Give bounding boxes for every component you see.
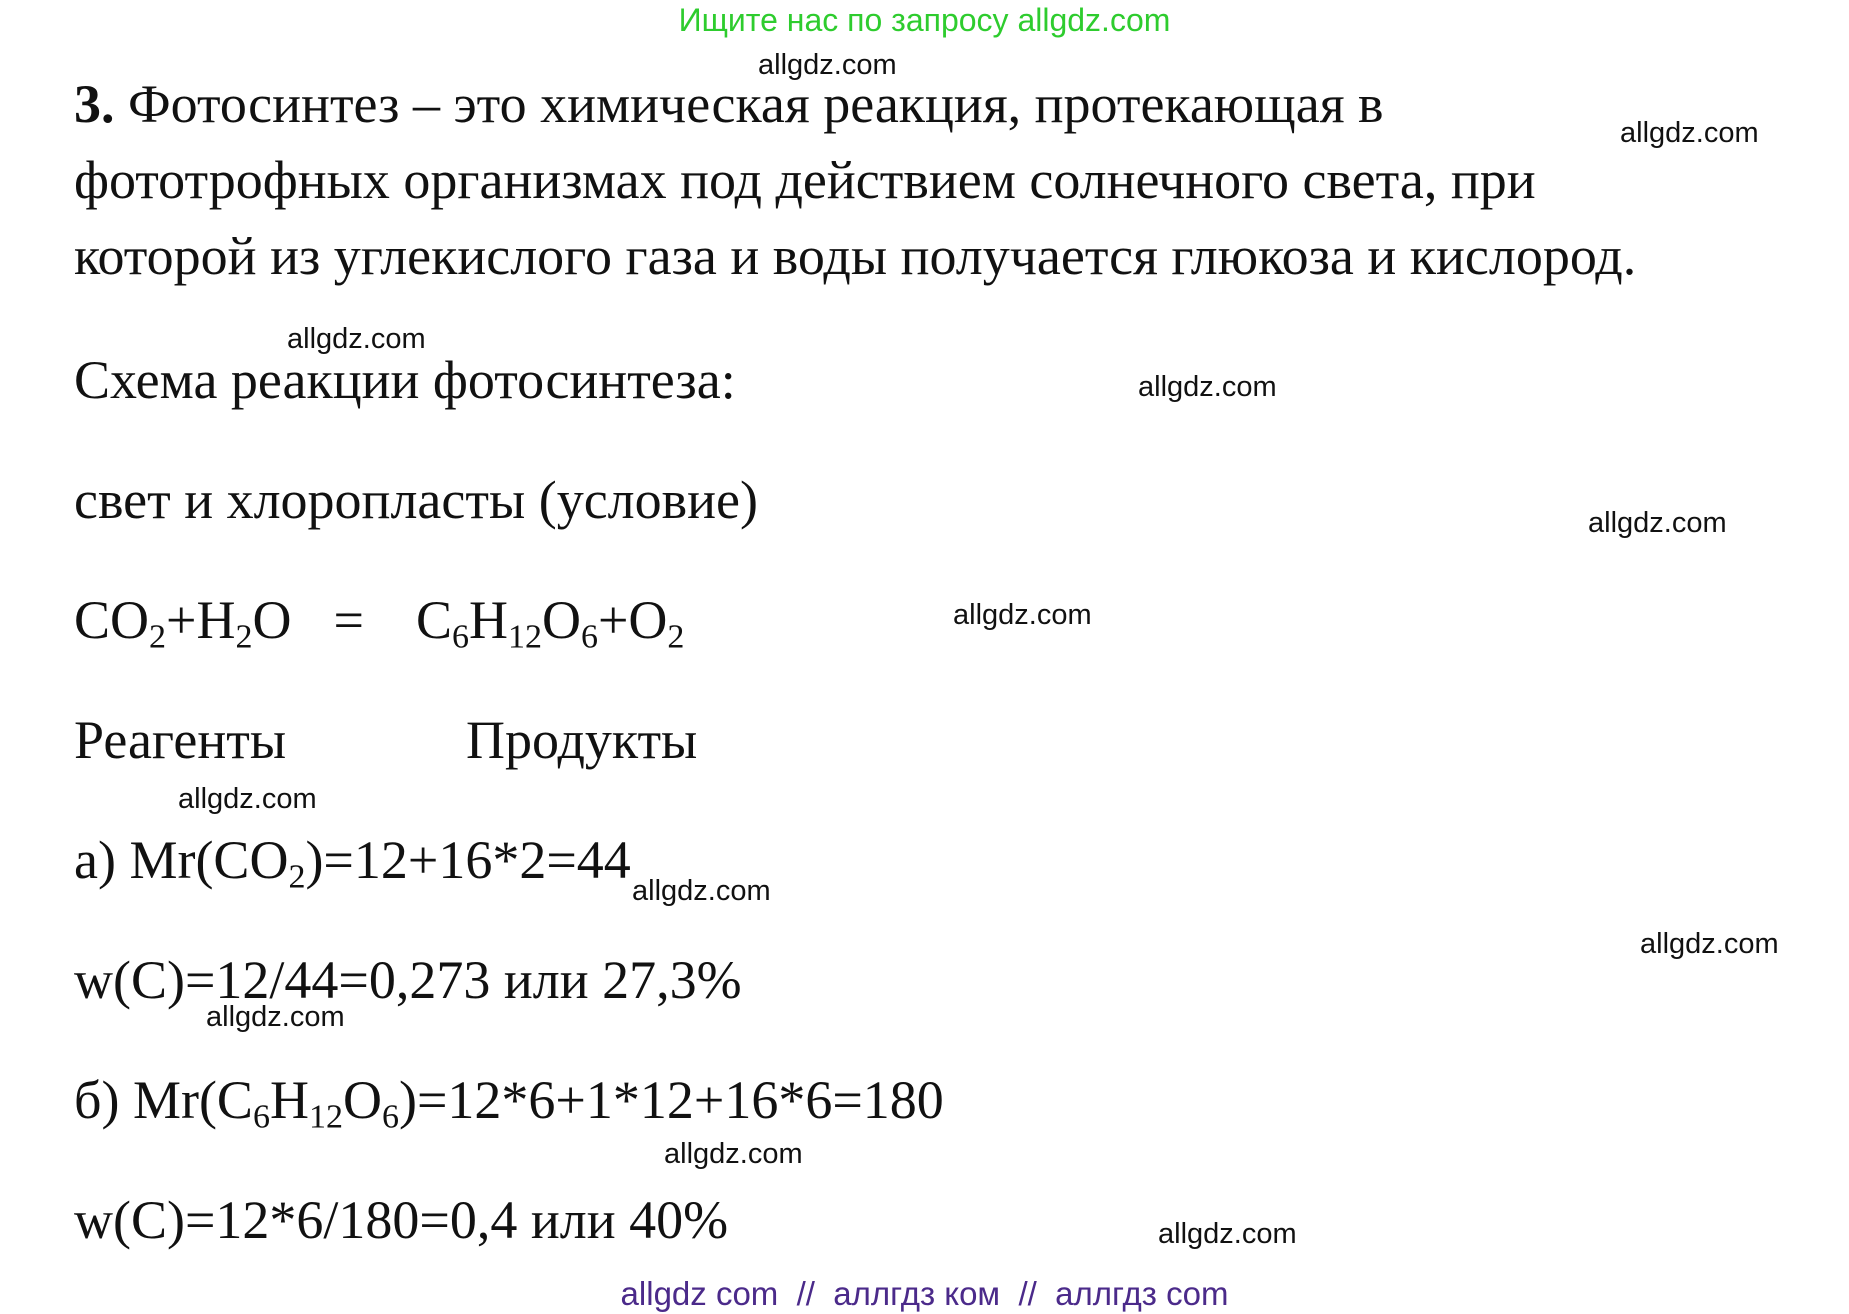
search-banner: Ищите нас по запросу allgdz.com (678, 2, 1171, 38)
watermark: allgdz.com (287, 323, 426, 355)
subscript: 12 (507, 618, 542, 656)
reagents-label: Реагенты (74, 710, 287, 770)
watermark: allgdz.com (758, 49, 897, 81)
products-label: Продукты (466, 710, 698, 770)
formula-part: )=12*6+1*12+16*6=180 (398, 1070, 944, 1130)
formula-part: CO (74, 590, 150, 650)
subscript: 6 (252, 1098, 270, 1136)
subscript: 6 (451, 618, 469, 656)
equals-sign: = (333, 590, 364, 650)
formula-part: +O (597, 590, 668, 650)
reaction-condition: свет и хлоропласты (условие) (74, 470, 758, 530)
subscript: 2 (149, 618, 167, 656)
part-a-molar-mass (74, 828, 631, 896)
formula-part: O (342, 1070, 382, 1130)
watermark: allgdz.com (206, 1001, 345, 1033)
formula-part: O (541, 590, 581, 650)
task-line-1 (74, 72, 1384, 136)
footer-watermark: allgdz com // аллгдз ком // аллгдз com (620, 1275, 1229, 1312)
formula-part: O (252, 590, 292, 650)
reaction-equation (74, 588, 685, 656)
subscript: 6 (381, 1098, 399, 1136)
formula-part: а) Mr(CO (74, 830, 289, 890)
subscript: 2 (288, 858, 306, 896)
watermark: allgdz.com (1158, 1218, 1297, 1250)
part-b-mass-fraction: w(C)=12*6/180=0,4 или 40% (74, 1190, 729, 1250)
watermark: allgdz.com (178, 783, 317, 815)
formula-part: +H (166, 590, 236, 650)
watermark: allgdz.com (1640, 928, 1779, 960)
part-a-mass-fraction: w(C)=12/44=0,273 или 27,3% (74, 950, 742, 1010)
watermark: allgdz.com (953, 599, 1092, 631)
watermark: allgdz.com (1138, 371, 1277, 403)
watermark: allgdz.com (632, 875, 771, 907)
formula-part: б) Mr(C (74, 1070, 253, 1130)
task-text: Фотосинтез – это химическая реакция, протекающая в (114, 74, 1384, 134)
formula-part: H (269, 1070, 309, 1130)
scheme-title: Схема реакции фотосинтеза: (74, 350, 736, 410)
formula-part: C (415, 590, 452, 650)
subscript: 2 (667, 618, 685, 656)
formula-part: H (468, 590, 508, 650)
subscript: 6 (580, 618, 598, 656)
subscript: 2 (235, 618, 253, 656)
watermark: allgdz.com (1588, 507, 1727, 539)
task-line-3: которой из углекислого газа и воды получается глюкоза и кислород. (74, 226, 1637, 286)
watermark: allgdz.com (664, 1138, 803, 1170)
task-line-2: фототрофных организмах под действием солнечного света, при (74, 150, 1536, 210)
subscript: 12 (308, 1098, 343, 1136)
watermark: allgdz.com (1620, 117, 1759, 149)
formula-part: )=12+16*2=44 (305, 830, 631, 890)
task-number: 3. (74, 74, 115, 134)
part-b-molar-mass (74, 1068, 944, 1136)
